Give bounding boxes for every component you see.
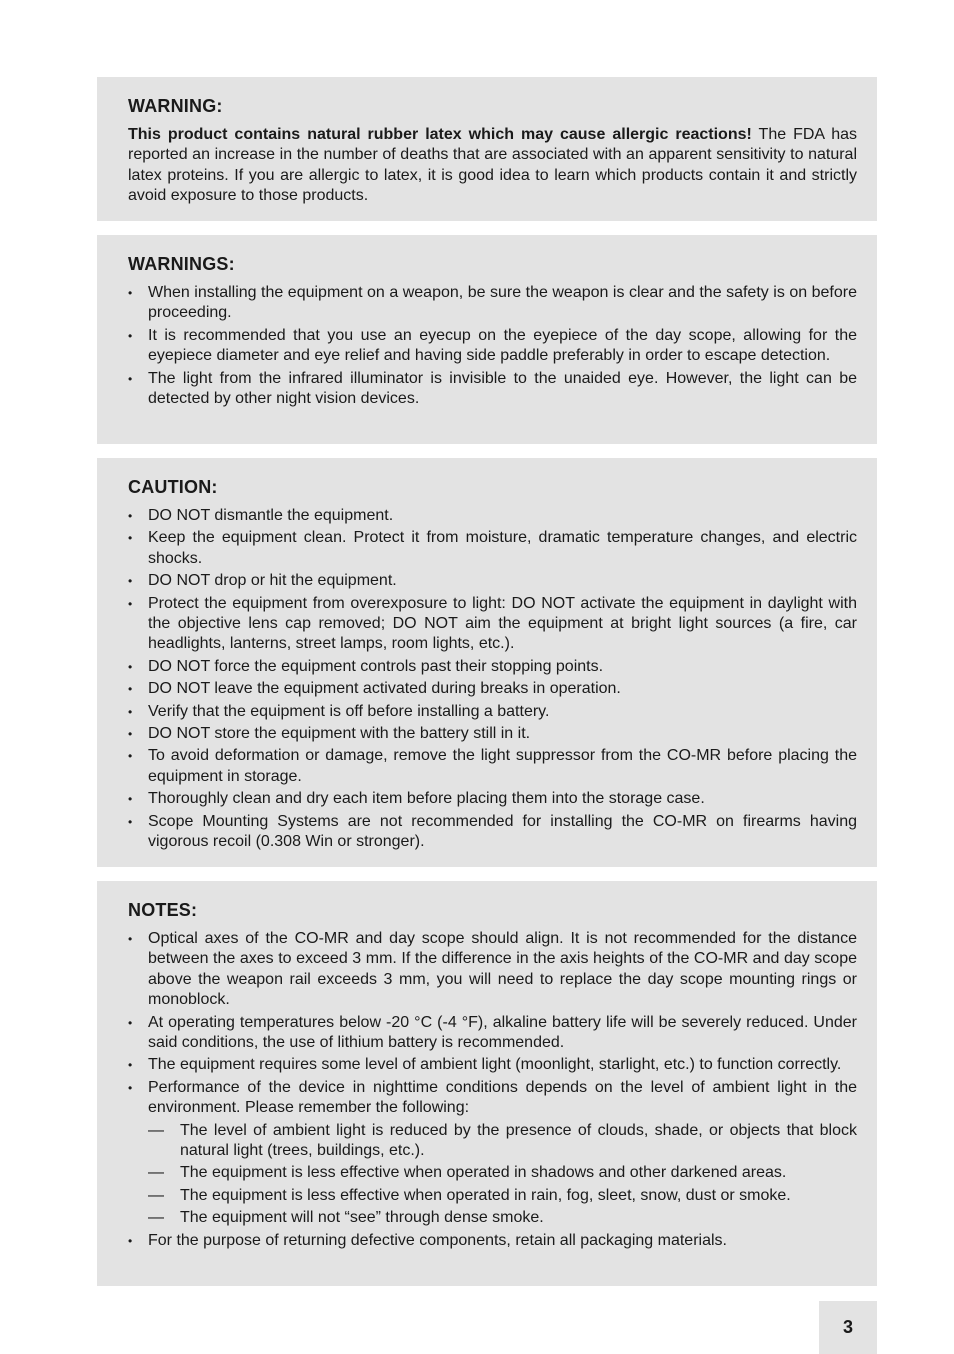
list-item: • For the purpose of returning defective components, retain all packaging materials. — [128, 1231, 857, 1251]
list-item: • DO NOT drop or hit the equipment. — [128, 571, 857, 591]
sublist-item: — The equipment will not “see” through dense smoke. — [148, 1208, 857, 1228]
warning-box — [97, 77, 877, 221]
list-item: • When installing the equipment on a weapon, be sure the weapon is clear and the safety is on before proceeding. — [128, 283, 857, 324]
sublist-item: — The level of ambient light is reduced by the presence of clouds, shade, or objects that block natural light (trees, buildings, etc.). — [148, 1121, 857, 1162]
list-item: • To avoid deformation or damage, remove the light suppressor from the CO-MR before placing the equipment in storage. — [128, 746, 857, 787]
list-item: • Keep the equipment clean. Protect it from moisture, dramatic temperature changes, and electric shocks. — [128, 528, 857, 569]
list-item: • DO NOT force the equipment controls past their stopping points. — [128, 657, 857, 677]
list-item: • The equipment requires some level of ambient light (moonlight, starlight, etc.) to function correctly. — [128, 1055, 857, 1075]
caution-box — [97, 458, 877, 867]
list-item: • Verify that the equipment is off before installing a battery. — [128, 702, 857, 722]
caution-list — [128, 506, 857, 853]
list-item: • DO NOT store the equipment with the battery still in it. — [128, 724, 857, 744]
notes-box — [97, 881, 877, 1286]
list-item: • It is recommended that you use an eyecup on the eyepiece of the day scope, allowing for the eyepiece diameter and eye relief and having side paddle preferably in order to escape detection. — [128, 326, 857, 367]
sublist-item: — The equipment is less effective when operated in shadows and other darkened areas. — [148, 1163, 857, 1183]
list-item: • DO NOT leave the equipment activated during breaks in operation. — [128, 679, 857, 699]
list-item: • DO NOT dismantle the equipment. — [128, 506, 857, 526]
caution-heading: CAUTION: — [128, 477, 218, 497]
notes-sublist — [148, 1121, 857, 1229]
notes-heading: NOTES: — [128, 900, 198, 920]
warning-text — [128, 125, 857, 207]
list-item — [128, 1078, 857, 1229]
warning-heading: WARNING: — [128, 96, 223, 116]
warnings-list — [128, 283, 857, 409]
sublist-item: — The equipment is less effective when operated in rain, fog, sleet, snow, dust or smoke. — [148, 1186, 857, 1206]
warnings-box — [97, 235, 877, 444]
warnings-heading: WARNINGS: — [128, 254, 235, 274]
warning-body: The FDA has reported an increase in the number of deaths that are associated with an apparent sensitivity to natural latex proteins. If you are allergic to latex, it is good idea to learn which products contain it and strictly avoid exposure to those products. — [128, 126, 858, 205]
list-item-text: Performance of the device in nighttime conditions depends on the level of ambient light in the environment. Please remember the following: — [148, 1078, 857, 1117]
list-item: • The light from the infrared illuminator is invisible to the unaided eye. However, the light can be detected by other night vision devices. — [128, 369, 857, 410]
list-item: • Thoroughly clean and dry each item before placing them into the storage case. — [128, 789, 857, 809]
list-item: • Scope Mounting Systems are not recommended for installing the CO-MR on firearms having vigorous recoil (0.308 Win or stronger). — [128, 812, 857, 853]
list-item: • At operating temperatures below -20 °C (-4 °F), alkaline battery life will be severely reduced. Under said conditions, the use of lithium battery is recommended. — [128, 1013, 857, 1054]
list-item: • Optical axes of the CO-MR and day scope should align. It is not recommended for the distance between the axes to exceed 3 mm. If the difference in the axis heights of the CO-MR and day scope above the weapon rail exceeds 3 mm, you will need to replace the day scope mounting rings or monoblock. — [128, 929, 857, 1011]
warning-lead: This product contains natural rubber latex which may cause allergic reactions! — [128, 126, 752, 143]
list-item: • Protect the equipment from overexposure to light: DO NOT activate the equipment in daylight with the objective lens cap removed; DO NOT aim the equipment at bright light sources (a fire, car headlights, lanterns, street lamps, room lights, etc.). — [128, 594, 857, 655]
notes-list — [128, 929, 857, 1251]
page-number: 3 — [819, 1301, 877, 1354]
